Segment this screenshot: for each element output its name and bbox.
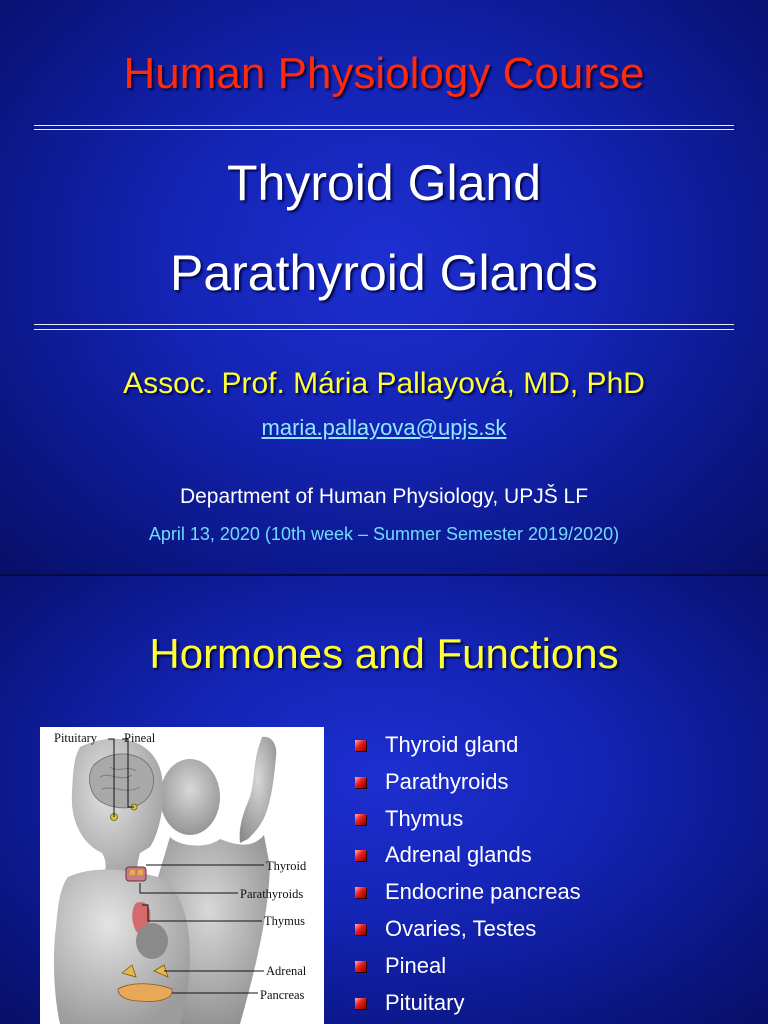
divider-rule <box>34 125 734 126</box>
red-square-bullet-icon <box>355 887 366 898</box>
list-item: Endocrine pancreas <box>355 874 581 911</box>
red-square-bullet-icon <box>355 998 366 1009</box>
red-square-bullet-icon <box>355 961 366 972</box>
label-pineal: Pineal <box>124 731 156 745</box>
course-title: Human Physiology Course <box>123 49 645 98</box>
list-item: Parathyroids <box>355 764 581 801</box>
gland-list <box>355 727 581 1021</box>
divider-rule <box>34 324 734 325</box>
red-square-bullet-icon <box>355 924 366 935</box>
label-pituitary: Pituitary <box>54 731 98 745</box>
list-item: Ovaries, Testes <box>355 911 581 948</box>
list-item: Pineal <box>355 948 581 985</box>
red-square-bullet-icon <box>355 850 366 861</box>
label-adrenal: Adrenal <box>266 964 307 978</box>
red-square-bullet-icon <box>355 740 366 751</box>
red-square-bullet-icon <box>355 814 366 825</box>
label-parathyroids: Parathyroids <box>240 887 304 901</box>
human-figures-drawing <box>40 727 324 1024</box>
divider-rule <box>34 329 734 330</box>
label-thyroid: Thyroid <box>266 859 307 873</box>
author-name: Assoc. Prof. Mária Pallayová, MD, PhD <box>123 367 645 400</box>
title-parathyroid-glands: Parathyroid Glands <box>169 245 598 301</box>
hormones-slide <box>0 576 768 1024</box>
title-thyroid-gland: Thyroid Gland <box>226 155 542 211</box>
list-item: Adrenal glands <box>355 837 581 874</box>
email-line <box>0 413 768 443</box>
slide-heading: Hormones and Functions <box>149 630 619 677</box>
endocrine-glands-illustration <box>40 727 324 1024</box>
list-item: Thymus <box>355 801 581 838</box>
department: Department of Human Physiology, UPJŠ LF <box>179 485 589 508</box>
divider-rule <box>34 129 734 130</box>
label-thymus: Thymus <box>264 914 305 928</box>
lecture-date: April 13, 2020 (10th week – Summer Semester 2019/2020) <box>148 524 620 544</box>
label-pancreas: Pancreas <box>260 988 305 1002</box>
red-square-bullet-icon <box>355 777 366 788</box>
list-item: Thyroid gland <box>355 727 581 764</box>
email-link[interactable]: maria.pallayova@upjs.sk <box>261 415 507 440</box>
list-item: Pituitary <box>355 985 581 1022</box>
